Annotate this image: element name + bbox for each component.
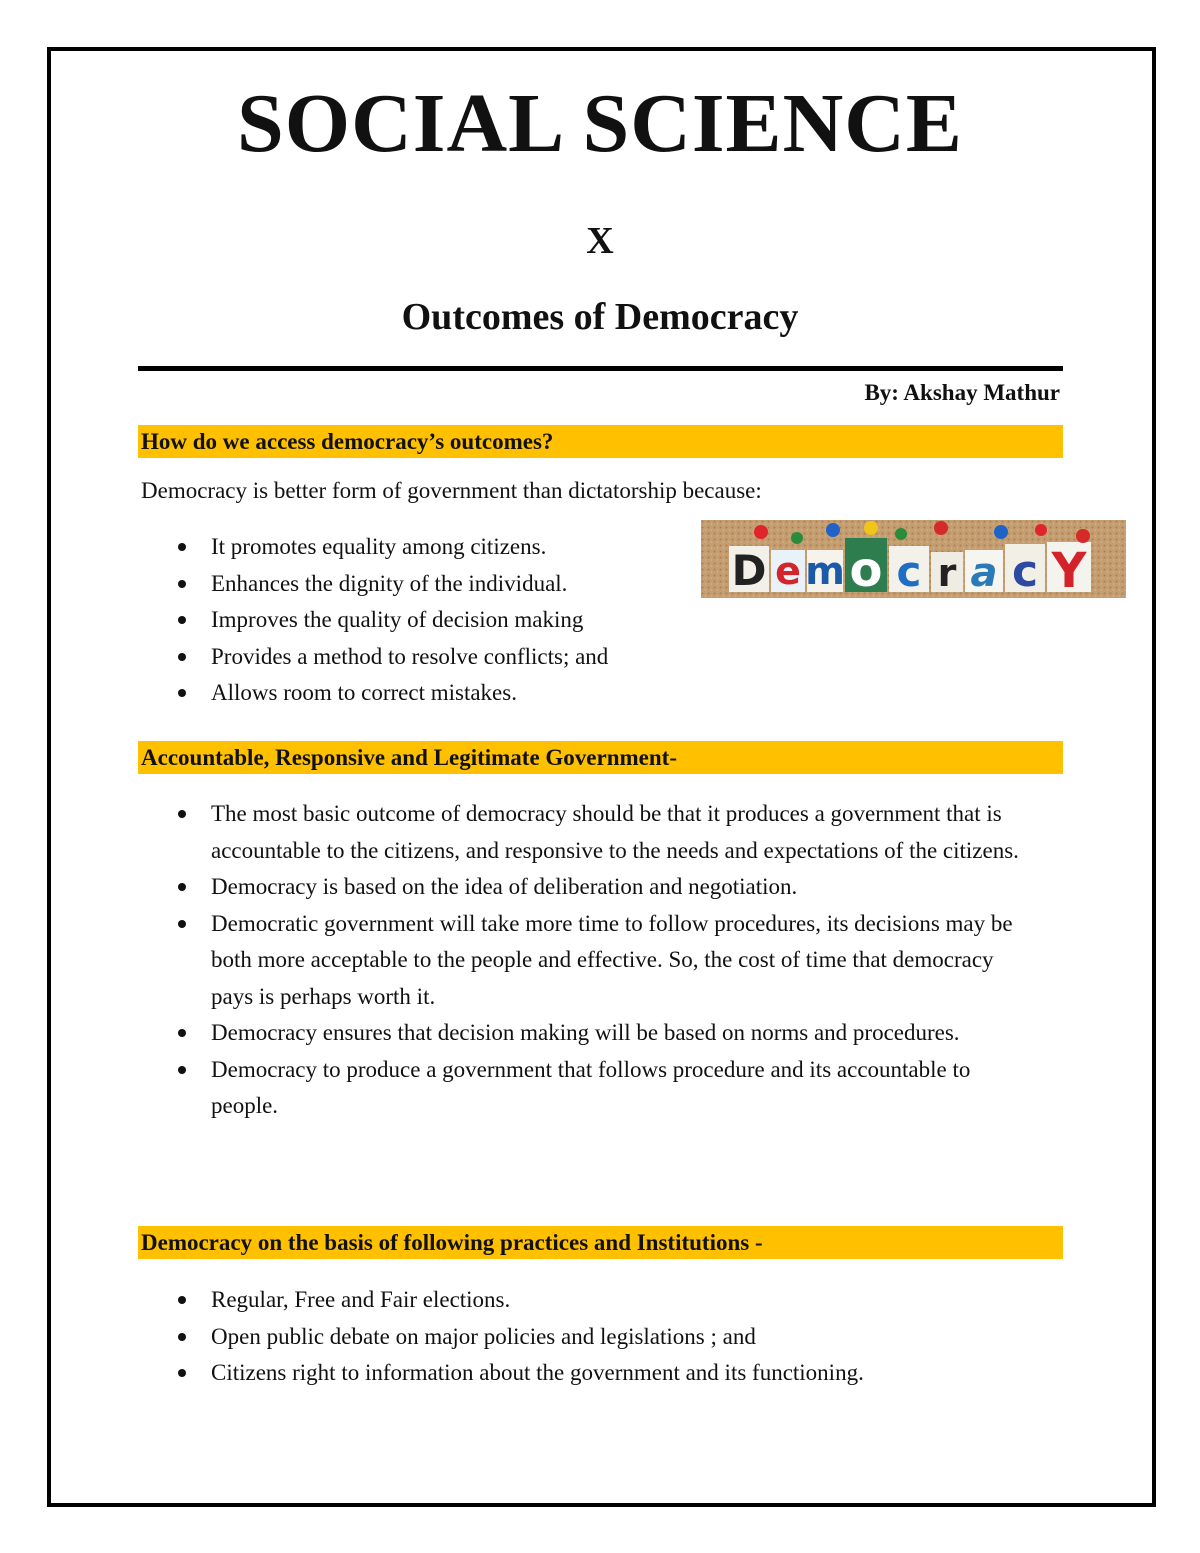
list-item: It promotes equality among citizens. bbox=[141, 529, 608, 566]
letter-tile: Y bbox=[1051, 543, 1087, 598]
list-item: Democracy ensures that decision making will be based on norms and procedures. bbox=[141, 1015, 1041, 1052]
list-item: Regular, Free and Fair elections. bbox=[141, 1282, 1041, 1319]
outcomes-list bbox=[141, 529, 608, 712]
list-item: Democratic government will take more time to follow procedures, its decisions may be both more acceptable to the people and effective. So, the cost of time that democracy pays is perhaps worth it. bbox=[141, 906, 1041, 1016]
letter-tile: r bbox=[937, 551, 957, 595]
list-item: Improves the quality of decision making bbox=[141, 602, 608, 639]
practices-list bbox=[141, 1282, 1041, 1392]
list-item: Democracy to produce a government that follows procedure and its accountable to people. bbox=[141, 1052, 1041, 1125]
letter-tile: D bbox=[731, 546, 767, 595]
section-intro: Democracy is better form of government than dictatorship because: bbox=[141, 478, 762, 503]
section-heading-accountable: Accountable, Responsive and Legitimate Government- bbox=[138, 741, 1063, 774]
letter-tile: c bbox=[896, 547, 922, 596]
letter-tile: c bbox=[1011, 546, 1039, 597]
accountable-list bbox=[141, 796, 1041, 1125]
democracy-collage-image bbox=[701, 520, 1126, 598]
letter-tile: a bbox=[970, 550, 998, 596]
list-item: Open public debate on major policies and legislations ; and bbox=[141, 1319, 1041, 1356]
list-item: Democracy is based on the idea of deliberation and negotiation. bbox=[141, 869, 1041, 906]
list-item: Enhances the dignity of the individual. bbox=[141, 566, 608, 603]
letter-tile: o bbox=[849, 542, 883, 598]
list-item: Citizens right to information about the government and its functioning. bbox=[141, 1355, 1041, 1392]
grade-label: X bbox=[586, 220, 614, 262]
list-item: Provides a method to resolve conflicts; and bbox=[141, 639, 608, 676]
author-byline: By: Akshay Mathur bbox=[864, 380, 1060, 405]
letter-tile: m bbox=[805, 549, 845, 593]
section-heading-outcomes: How do we access democracy’s outcomes? bbox=[138, 425, 1063, 458]
list-item: The most basic outcome of democracy should be that it produces a government that is accountable to the citizens, and responsive to the needs and expectations of the citizens. bbox=[141, 796, 1041, 869]
letter-tile: e bbox=[775, 549, 801, 593]
title-divider bbox=[138, 366, 1063, 371]
page-title: SOCIAL SCIENCE bbox=[237, 77, 963, 170]
section-heading-practices: Democracy on the basis of following practices and Institutions - bbox=[138, 1226, 1063, 1259]
list-item: Allows room to correct mistakes. bbox=[141, 675, 608, 712]
chapter-title: Outcomes of Democracy bbox=[401, 296, 799, 338]
